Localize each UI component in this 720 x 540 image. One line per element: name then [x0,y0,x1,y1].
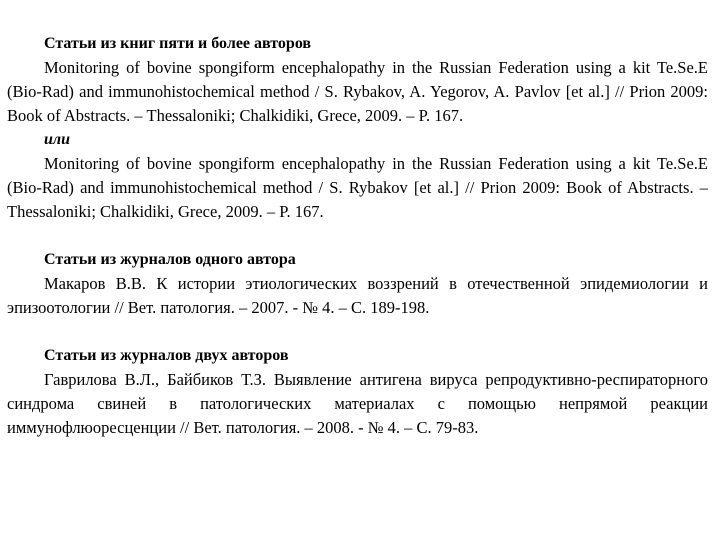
section-five-authors [7,32,708,224]
section-heading: Статьи из журналов двух авторов [44,347,289,364]
section-one-author [7,248,708,320]
spacer [7,320,708,344]
spacer [7,224,708,248]
section-heading: Статьи из книг пяти и более авторов [44,35,312,52]
section-heading: Статьи из журналов одного автора [44,251,296,268]
document-page [7,32,708,440]
citation-example: Monitoring of bovine spongiform encephalopathy in the Russian Federation using a kit Te.Se.E (Bio-Rad) and immunohistochemical method / S. Rybakov, A. Yegorov, A. Pavlov [et al.] // Prion 2009: Book of Abstracts. – Thessaloniki; Chalkidiki, Grece, 2009. – P. 167. [7,58,708,125]
section-two-authors [7,344,708,440]
citation-example: Макаров В.В. К истории этиологических воззрений в отечественной эпидемиологии и эпизоотологии // Вет. патология. – 2007. - № 4. – С. 189-198. [7,274,708,317]
or-label: или [44,131,71,148]
citation-example: Гаврилова В.Л., Байбиков Т.З. Выявление антигена вируса репродуктивно-респираторного синдрома свиней в патологических материалах с помощью непрямой реакции иммунофлюоресценции // Вет. патология. – 2008. - № 4. – С. 79-83. [7,370,708,437]
citation-example: Monitoring of bovine spongiform encephalopathy in the Russian Federation using a kit Te.Se.E (Bio-Rad) and immunohistochemical method / S. Rybakov [et al.] // Prion 2009: Book of Abstracts. – Thessaloniki; Chalkidiki, Grece, 2009. – P. 167. [7,154,708,221]
